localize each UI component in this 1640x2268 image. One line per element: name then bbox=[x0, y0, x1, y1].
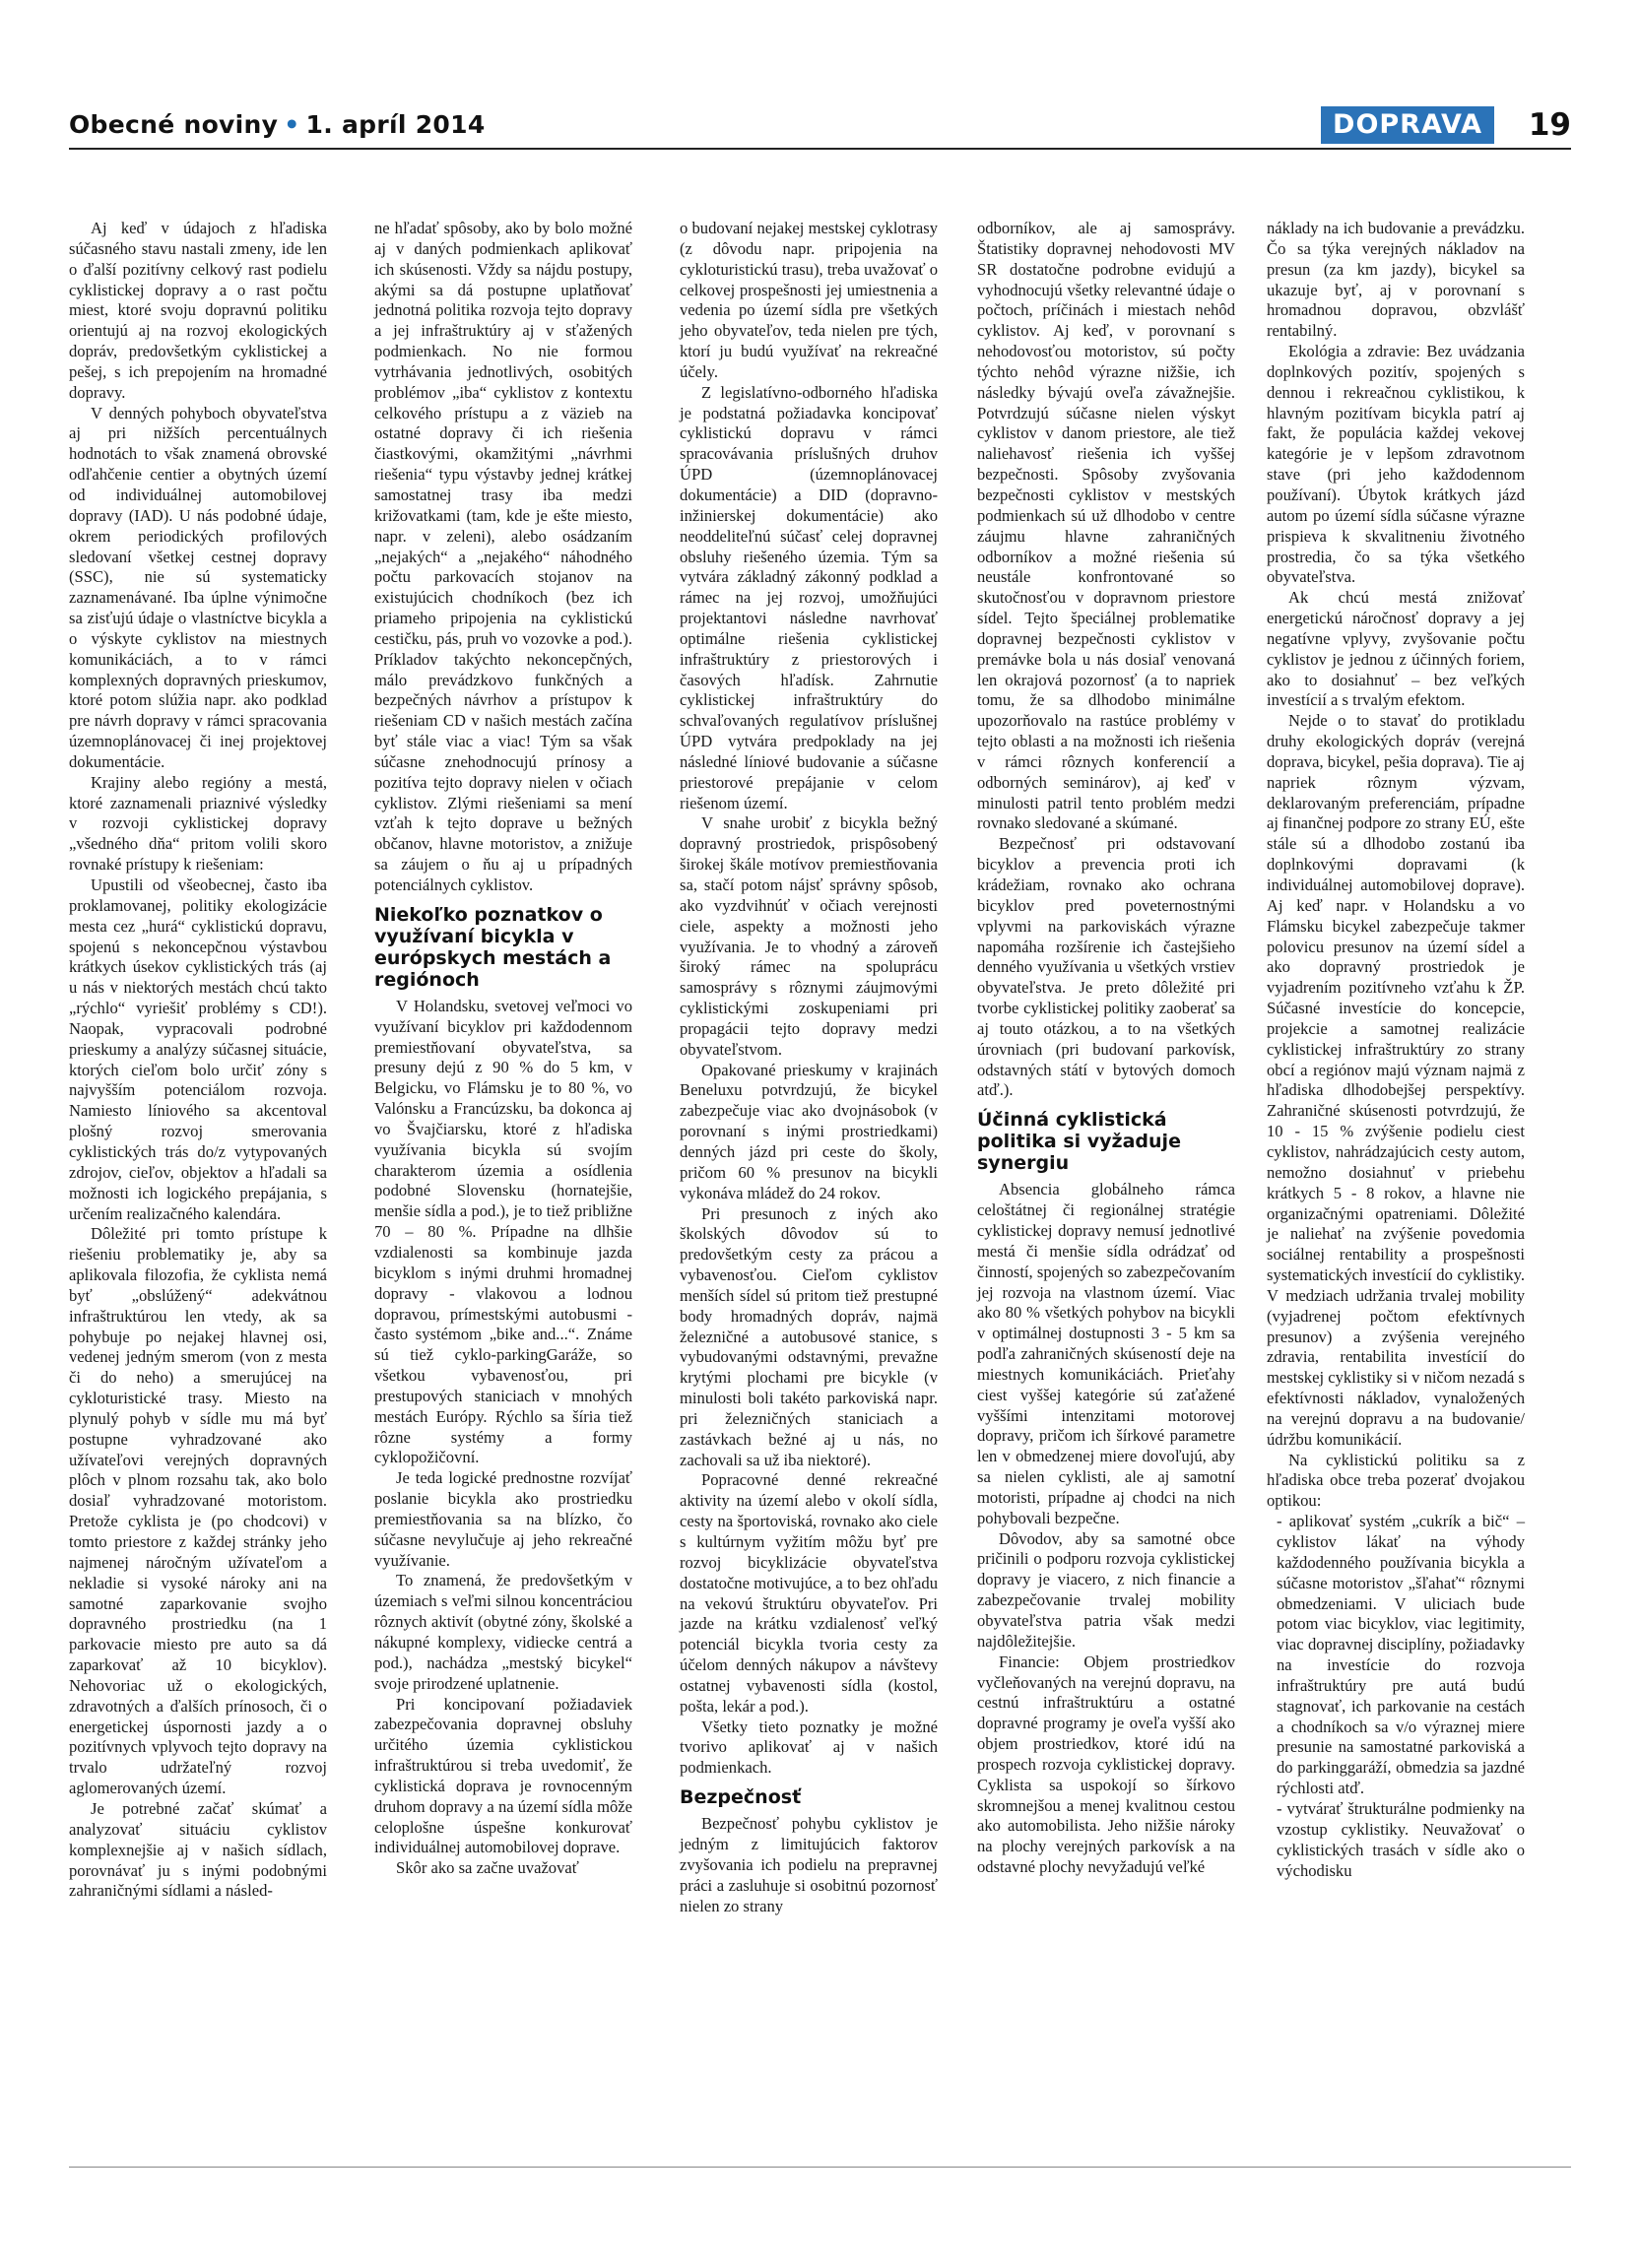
subheading: Niekoľko poznatkov o využívaní bicykla v európskych mestách a regiónoch bbox=[374, 903, 612, 991]
publication-line bbox=[69, 110, 486, 139]
paragraph: V denných pohyboch obyvateľstva aj pri nižších percentuálnych hodnotách to však znamená obrovské odľahčenie centier a obytných území od individuálnej automobilovej dopravy (IAD). U nás podobné údaje, okrem periodických profilových sledovaní všetkej cestnej dopravy (SSC), nie sú systematicky zaznamenávané. Iba úplne výnimočne sa zisťujú údaje o vlastníctve bicykla a o výskyte cyklistov na miestnych komunikáciách, a to v rámci komplexných dopravných prieskumov, ktoré potom slúžia napr. ako podklad pre návrh dopravy v rámci spracovania územnoplánovacej či inej projektovej dokumentácie. bbox=[69, 403, 327, 771]
paragraph: Upustili od všeobecnej, často iba proklamovanej, politiky ekologizácie mesta cez „hurá“ cyklistickú dopravu, spojenú s nekoncepčnou výstavbou krátkych úsekov cyklistických trás (aj u nás v niektorých mestách chcú takto „rýchlo“ vyriešiť problémy s CD!). Naopak, vypracovali podrobné prieskumy a analýzy súčasnej situácie, ktorých cieľom bolo určiť zóny s najvyšším potenciálom rozvoja. Namiesto líniového sa akcentoval plošný rozvoj smerovania cyklistických trás do/z vytypovaných zdrojov, cieľov, objektov a hľadali sa možnosti ich logického prepájania, s určením realizačného kalendára. bbox=[69, 875, 327, 1223]
paragraph: Ekológia a zdravie: Bez uvádzania doplnkových pozitív, spojených s dennou i rekreačnou cyklistikou, k hlavným pozitívam bicykla patrí aj fakt, že populácia každej vekovej kategórie je v lepšom zdravotnom stave (pri jeho každodennom používaní). Úbytok krátkych jázd autom po území sídla súčasne výrazne prispieva k skvalitneniu životného prostredia, čo sa týka všetkého obyvateľstva. bbox=[1267, 342, 1525, 587]
column-5 bbox=[1267, 219, 1525, 1881]
list-item: - aplikovať systém „cukrík a bič“ – cyklistov lákať na výhody každodenného používania bicykla a súčasne motoristov „šľahať“ rôznymi obmedzeniami. V uliciach bude potom viac bicyklov, viac legitimity, viac dopravnej disciplíny, požiadavky na investície do rozvoja infraštruktúry pre autá budú stagnovať, ich parkovanie na cestách a chodníkoch sa v/o výraznej miere presunie na samostatné parkoviská a do parkinggaráží, obmedzia sa jazdné rýchlosti atď. bbox=[1277, 1512, 1525, 1798]
paragraph: o budovaní nejakej mestskej cyklotrasy (z dôvodu napr. pripojenia na cykloturistickú trasu), treba uvažovať o celkovej prospešnosti jej umiestnenia a vedenia po území sídla pre všetkých jeho obyvateľov, teda nielen pre tých, ktorí ju budú využívať na rekreačné účely. bbox=[680, 219, 938, 381]
paragraph: Skôr ako sa začne uvažovať bbox=[396, 1858, 579, 1878]
column-3 bbox=[680, 219, 938, 1916]
paragraph: Absencia globálneho rámca celoštátnej či regionálnej stratégie cyklistickej dopravy nemusí jednotlivé mestá či menšie sídla odrádzať od činností, spojených so zabezpečovaním jej rozvoja na vlastnom území. Viac ako 80 % všetkých pohybov na bicykli v optimálnej dostupnosti 3 - 5 km sa podľa zahraničných skúseností deje na miestnych komunikáciách. Prieťahy ciest vyššej kategórie sú zaťažené vyššími intenzitami motorovej dopravy, pričom ich šírkové parametre len v obmedzenej miere dovoľujú, aby sa nielen cyklisti, ale aj samotní motoristi, prípadne aj chodci na nich pohybovali bezpečne. bbox=[977, 1180, 1235, 1527]
paragraph: Všetky tieto poznatky je možné tvorivo aplikovať aj v našich podmienkach. bbox=[680, 1717, 938, 1778]
page-number: 19 bbox=[1528, 107, 1571, 143]
paragraph: Pri presunoch z iných ako školských dôvodov sú to predovšetkým cesty za prácou a vybavenosťou. Cieľom cyklistov menších sídel sú pritom tiež prestupné body hromadných dopráv, najmä železničné a autobusové stanice, s vybudovanými odstavnými, prevažne krytými plochami pre bicykle (v minulosti boli takéto parkoviská napr. pri železničných staniciach a zastávkach bežné aj u nás, no zachovali sa už iba niektoré). bbox=[680, 1203, 938, 1469]
paragraph: Popracovné denné rekreačné aktivity na území alebo v okolí sídla, cesty na športoviská, rovnako ako ciele s kultúrnym vyžitím môžu byť pre rozvoj bicyklizácie obyvateľstva dostatočne motivujúce, a to bez ohľadu na vekovú štruktúru obyvateľov. Pri jazde na krátku vzdialenosť veľký potenciál bicykla tvoria cesty za účelom denných nákupov a návštevy ostatnej vybavenosti sídla (kostol, pošta, lekár a pod.). bbox=[680, 1470, 938, 1716]
column-4 bbox=[977, 219, 1235, 1878]
paragraph: Je potrebné začať skúmať a analyzovať situáciu cyklistov komplexnejšie aj v našich sídlach, porovnávať ju s inými podobnými zahraničnými sídlami a násled- bbox=[69, 1798, 327, 1901]
section-label: DOPRAVA bbox=[1321, 106, 1494, 144]
paragraph: V Holandsku, svetovej veľmoci vo využívaní bicyklov pri každodennom premiestňovaní obyvateľstva, sa presuny dejú z 90 % do 5 km, v Belgicku, vo Flámsku je to 80 %, vo Valónsku a Francúzsku, ba dokonca aj vo Švajčiarsku, ktoré z hľadiska využívania bicykla sú svojím charakterom územia a osídlenia podobné Slovensku (hornatejšie, menšie sídla a pod.), je to tiež približne 70 – 80 %. Prípadne na dlhšie vzdialenosti sa kombinuje jazda bicyklom s inými druhmi hromadnej dopravy - vlakovou a lodnou dopravou, prímestskými autobusmi - často systémom „bike and...“. Známe sú tiež cyklo-parkingGaráže, so všetkou vybavenosťou, pri prestupových staniciach v mnohých mestách Európy. Rýchlo sa šíria tiež rôzne systémy a formy cyklopožičovní. bbox=[374, 996, 632, 1467]
subheading: Bezpečnosť bbox=[680, 1786, 802, 1809]
column-1 bbox=[69, 219, 327, 1902]
column-2 bbox=[374, 219, 632, 1879]
paragraph: Na cyklistickú politiku sa z hľadiska obce treba pozerať dvojakou optikou: bbox=[1267, 1450, 1525, 1511]
subheading: Účinná cyklistická politika si vyžaduje synergiu bbox=[977, 1109, 1181, 1175]
paragraph: Bezpečnosť pohybu cyklistov je jedným z limitujúcich faktorov zvyšovania ich podielu na prepravnej práci a zasluhuje si osobitnú pozornosť nielen zo strany bbox=[680, 1814, 938, 1915]
paragraph: Z legislatívno-odborného hľadiska je podstatná požiadavka koncipovať cyklistickú dopravu v rámci spracovávania príslušných druhov ÚPD (územnoplánovacej dokumentácie) a DID (dopravno-inžinierskej dokumentácie) ako neoddeliteľnú súčasť celej dopravnej obsluhy riešeného územia. Tým sa vytvára základný zákonný podklad a rámec na jej rozvoj, umožňujúci projektantovi následne navrhovať optimálne riešenia cyklistickej infraštruktúry z priestorových i časových hľadísk. Zahrnutie cyklistickej infraštruktúry do schvaľovaných regulatívov príslušnej ÚPD vytvára predpoklady na jej následné líniové budovanie a súčasne priestorové prepájanie v celom riešenom území. bbox=[680, 382, 938, 812]
header-rule bbox=[69, 148, 1571, 150]
page-header bbox=[69, 106, 1571, 142]
paragraph: Pri koncipovaní požiadaviek zabezpečovania dopravnej obsluhy určitého územia cyklistickou infraštruktúrou si treba uvedomiť, že cyklistická doprava je rovnocenným druhom dopravy a na území sídla môže celoplošne úspešne konkurovať individuálnej automobilovej doprave. bbox=[374, 1694, 632, 1857]
paragraph: Financie: Objem prostriedkov vyčleňovaných na verejnú dopravu, na cestnú infraštruktúru a ostatné dopravné programy je oveľa vyšší ako objem prostriedkov, ktoré idú na prospech rozvoja cyklistickej dopravy. Cyklista sa uspokojí so šírkovo skromnejšou a menej kvalitnou cestou ako automobilista. Jeho nižšie nároky na plochy verejných parkovísk a na odstavné plochy nevyžadujú veľké bbox=[977, 1652, 1235, 1877]
paragraph: To znamená, že predovšetkým v územiach s veľmi silnou koncentráciou rôznych aktivít (obytné zóny, školské a nákupné komplexy, vidiecke centrá a pod.), nachádza „mestský bicykel“ svoje prirodzené uplatnenie. bbox=[374, 1571, 632, 1693]
paragraph: Ak chcú mestá znižovať energetickú náročnosť dopravy a jej negatívne vplyvy, zvyšovanie počtu cyklistov je jednou z účinných foriem, ako to dosiahnuť – bez veľkých investícií a s trvalým efektom. bbox=[1267, 588, 1525, 710]
paragraph: Nejde o to stavať do protikladu druhy ekologických dopráv (verejná doprava, bicykel, pešia doprava). Tie aj napriek rôznym výzvam, deklarovaným preferenciám, prípadne aj finančnej podpore zo strany EÚ, ešte stále sú a dlhodobo zostanú iba doplnkovými dopravami (k individuálnej automobilovej doprave). Aj keď napr. v Holandsku a vo Flámsku bicykel zabezpečuje takmer polovicu presunov na území sídel a ako dopravný prostriedok je vyjadrením pozitívneho vzťahu k ŽP. Súčasné investície do koncepcie, projekcie a samotnej realizácie cyklistickej infraštruktúry zo strany obcí a regiónov majú význam najmä z hľadiska dlhodobejšej perspektívy. Zahraničné skúsenosti potvrdzujú, že 10 - 15 % zvýšenie podielu ciest cyklistov, nahrádzajúcich cesty autom, nemožno dosiahnuť v priebehu krátkych 5 - 8 rokov, a hlavne nie organizačnými opatreniami. Dôležité je naliehať na zvýšenie povedomia sociálnej rentability a prospešnosti systematických investícií do cyklistiky. V medziach udržania trvalej mobility (vyjadrenej počtom efektívnych presunov) a zvýšenia verejného zdravia, rentabilita investícií do mestskej cyklistiky si v ničom nezadá s efektívnosti nákladov, vynaložených na verejnú dopravu a na budovanie/údržbu komunikácií. bbox=[1267, 711, 1525, 1449]
publication-name: Obecné noviny bbox=[69, 110, 279, 139]
footer-rule bbox=[69, 2167, 1571, 2168]
paragraph: Dôležité pri tomto prístupe k riešeniu problematiky je, aby sa aplikovala filozofia, že cyklista nemá byť „obslúžený“ adekvátnou infraštruktúrou len vtedy, ak sa pohybuje po nejakej hlavnej osi, vedenej jedným smerom (von z mesta či do neho) a smerujúcej na cykloturistické trasy. Miesto na plynulý pohyb v sídle mu má byť postupne vyhradzované ako užívateľovi verejných dopravných plôch v plnom rozsahu tak, ako bolo dosiaľ vyhradzované motoristom. Pretože cyklista je (po chodcovi) v tomto priestore z každej stránky jeho najmenej náročným užívateľom a nekladie si vysoké nároky ani na samotné zaparkovanie svojho dopravného prostriedku (na 1 parkovacie miesto pre auto sa dá zaparkovať až 10 bicyklov). Nehovoriac už o ekologických, zdravotných a ďalších prínosoch, či o energetickej úspornosti jazdy a o pozitívnych vplyvoch tejto dopravy na trvalo udržateľný rozvoj aglomerovaných území. bbox=[69, 1224, 327, 1798]
paragraph: Je teda logické prednostne rozvíjať poslanie bicykla ako prostriedku premiestňovania sa na blízko, čo súčasne nevylučuje aj jeho rekreačné využívanie. bbox=[374, 1468, 632, 1570]
paragraph: Krajiny alebo regióny a mestá, ktoré zaznamenali priaznivé výsledky v rozvoji cyklistickej dopravy „všedného dňa“ pritom volili skoro rovnaké prístupy k riešeniam: bbox=[69, 772, 327, 875]
paragraph: V snahe urobiť z bicykla bežný dopravný prostriedok, prispôsobený širokej škále motívov premiestňovania sa, stačí potom nájsť správny spôsob, ako vyzdvihnúť v očiach verejnosti ciele, aspekty a možnosti jeho využívania. Je to vhodný a zároveň široký rámec na spoluprácu samosprávy s rôznymi záujmovými cyklistickými zoskupeniami pri propagácii tejto dopravy medzi obyvateľstvom. bbox=[680, 813, 938, 1059]
paragraph: Opakované prieskumy v krajinách Beneluxu potvrdzujú, že bicykel zabezpečuje viac ako dvojnásobok (v porovnaní s inými prostriedkami) denných jázd pri ceste do školy, pričom 60 % presunov na bicykli vykonáva mládež do 24 rokov. bbox=[680, 1060, 938, 1202]
paragraph: ne hľadať spôsoby, ako by bolo možné aj v daných podmienkach aplikovať ich skúsenosti. Vždy sa nájdu postupy, akými sa dá postupne uplatňovať jednotná politika rozvoja tejto dopravy a jej infraštruktúry aj v sťažených podmienkach. No nie formou vytrhávania jednotlivých, osobitých problémov „iba“ cyklistov z kontextu celkového prístupu a z väzieb na ostatné dopravy či ich riešenia čiastkovými, okamžitými „návrhmi riešenia“ typu výstavby jednej krátkej samostatnej trasy iba medzi križovatkami (tam, kde je ešte miesto, napr. v zeleni), alebo osádzaním „nejakých“ a „nejakého“ náhodného počtu parkovacích stojanov na existujúcich chodníkoch (bez ich priameho pripojenia na cyklistickú cestičku, pás, pruh vo vozovke a pod.). Príkladov takýchto nekoncepčných, málo prevádzkovo funkčných a bezpečných návrhov a prístupov k riešeniam CD v našich mestách začína byť stále viac a viac! Tým sa však súčasne znehodnocujú prínosy a pozitíva tejto dopravy nielen v očiach cyklistov. Zlými riešeniami sa mení vzťah k tejto doprave u bežných občanov, hlavne motoristov, a znižuje sa záujem o ňu aj u prípadných potenciálnych cyklistov. bbox=[374, 219, 632, 894]
separator-dot: • bbox=[284, 110, 300, 139]
paragraph: Aj keď v údajoch z hľadiska súčasného stavu nastali zmeny, ide len o ďalší pozitívny celkový rast podielu cyklistickej dopravy a o rast počtu miest, ktoré svoju dopravnú politiku orientujú aj na rozvoj ekologických dopráv, predovšetkým cyklistickej a pešej, s ich prepojením na hromadné dopravy. bbox=[69, 219, 327, 402]
paragraph: náklady na ich budovanie a prevádzku. Čo sa týka verejných nákladov na presun (za km jazdy), bicykel sa ukazuje byť, aj v porovnaní s hromadnou dopravou, obzvlášť rentabilný. bbox=[1267, 219, 1525, 341]
paragraph: Bezpečnosť pri odstavovaní bicyklov a prevencia proti ich krádežiam, rovnako ako ochrana bicyklov pred poveternostnými vplyvmi na parkoviskách výrazne napomáha rozšírenie ich častejšieho denného využívania u všetkých vrstiev obyvateľstva. Je preto dôležité pri tvorbe cyklistickej politiky zaoberať sa aj touto otázkou, a to na všetkých úrovniach (pri budovaní parkovísk, odstavných státí v bytových domoch atď.). bbox=[977, 834, 1235, 1100]
paragraph: odborníkov, ale aj samosprávy. Štatistiky dopravnej nehodovosti MV SR dostatočne podrobne evidujú a vyhodnocujú všetky relevantné údaje o počtoch, príčinách i miestach nehôd cyklistov. Aj keď, v porovnaní s nehodovosťou motoristov, sú počty týchto nehôd výrazne nižšie, ich následky bývajú oveľa závažnejšie. Potvrdzujú súčasne nielen výskyt cyklistov v danom priestore, ale tiež naliehavosť riešenia ich vyššej bezpečnosti. Spôsoby zvyšovania bezpečnosti cyklistov v mestských podmienkach sú už dlhodobo v centre záujmu hlavne zahraničných odborníkov a možné riešenia sú neustále konfrontované so skutočnosťou v dopravnom priestore sídel. Tejto špeciálnej problematike dopravnej bezpečnosti cyklistov v premávke bola u nás dosiaľ venovaná len okrajová pozornosť (a to napriek tomu, že sa dlhodobo minimálne upozorňovalo na rastúce problémy v tejto oblasti a na možnosti ich riešenia v rámci rôznych konferencií a odborných seminárov), aj keď v minulosti patril tento problém medzi rovnako sledované a skúmané. bbox=[977, 219, 1235, 833]
list-item: - vytvárať štrukturálne podmienky na vzostup cyklistiky. Neuvažovať o cyklistických trasách v sídle ako o východisku bbox=[1277, 1798, 1525, 1880]
paragraph: Dôvodov, aby sa samotné obce pričinili o podporu rozvoja cyklistickej dopravy je viacero, z nich financie a zabezpečovanie trvalej mobility obyvateľstva patria však medzi najdôležitejšie. bbox=[977, 1528, 1235, 1651]
issue-date: 1. apríl 2014 bbox=[305, 110, 486, 139]
